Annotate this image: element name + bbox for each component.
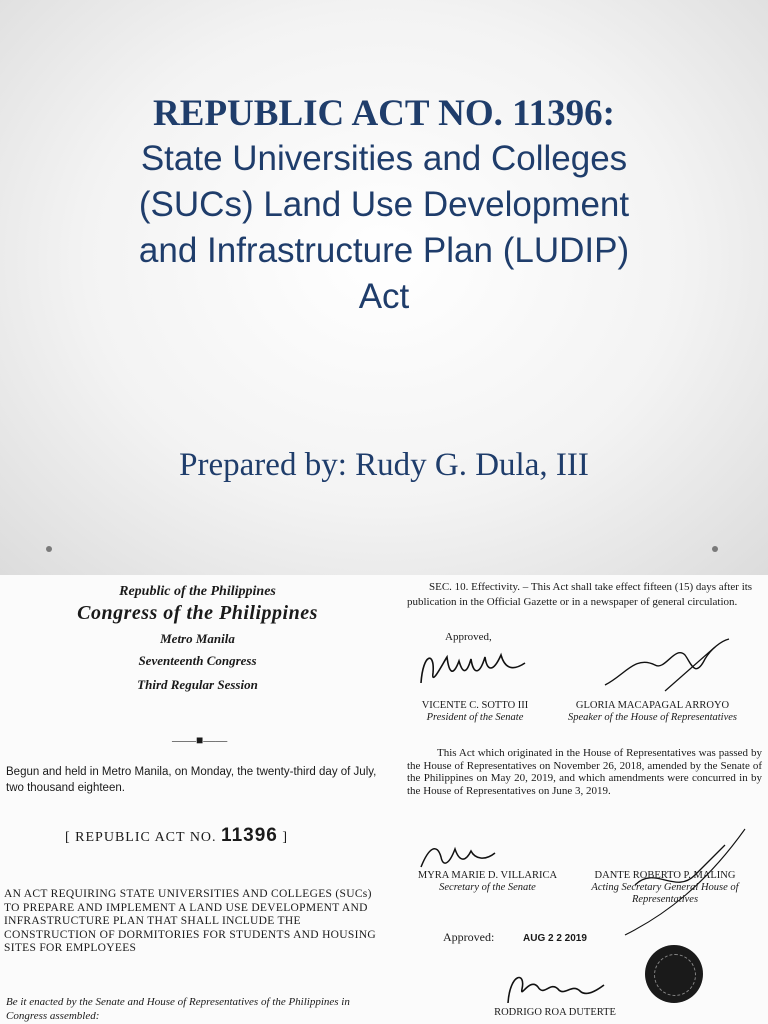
act-title: AN ACT REQUIRING STATE UNIVERSITIES AND COLLEGES (SUCs) TO PREPARE AND IMPLEMENT A LAND USE DEVELOPMENT AND INFRASTRUCTURE PLAN THAT SHALL INCLUDE THE CONSTRUCTION OF DORMITORIES FOR STUDENTS AND HOUSING SITES FOR EMPLOYEES — [4, 888, 376, 954]
signatory-name: GLORIA MACAPAGAL ARROYO — [575, 700, 730, 711]
bullet-dot-left — [46, 546, 52, 552]
title-line: State Universities and Colleges — [140, 139, 628, 178]
title-line: and Infrastructure Plan (LUDIP) — [138, 231, 630, 270]
header-regular-session: Third Regular Session — [137, 677, 258, 692]
ra-prefix: [ REPUBLIC ACT NO. — [65, 830, 222, 845]
origin-paragraph: This Act which originated in the House of Representatives was passed by the House of Representatives on November 26, 2018, amended by the Senate of the Philippines on May 20, 2019, and which amendments were concurred in by the House of Representatives on June 3, 2019. — [407, 747, 762, 797]
scanned-document — [0, 575, 768, 1024]
signatory-role: President of the Senate — [426, 712, 524, 723]
enacting-clause: Be it enacted by the Senate and House of Representatives of the Philippines in Congress assembled: — [6, 996, 350, 1022]
document-left-column — [0, 575, 395, 1024]
title-line: (SUCs) Land Use Development — [138, 185, 630, 224]
begun-paragraph: Begun and held in Metro Manila, on Monday, the twenty-third day of July, two thousand eighteen. — [6, 766, 377, 794]
signature-arroyo — [595, 635, 735, 695]
title-line: Act — [358, 277, 410, 316]
title-republic-act: REPUBLIC ACT NO. 11396: — [153, 93, 615, 134]
ra-suffix: ] — [277, 830, 289, 845]
signatory-house-secretary-general — [565, 870, 765, 906]
signature-sotto — [413, 643, 533, 693]
bullet-dot-right — [712, 546, 718, 552]
signatory-president — [455, 1007, 655, 1019]
signatory-senate-president — [395, 700, 555, 724]
signatory-house-speaker — [550, 700, 755, 724]
signatory-name: RODRIGO ROA DUTERTE — [494, 1007, 616, 1018]
signatory-name: VICENTE C. SOTTO III — [421, 700, 529, 711]
header-republic: Republic of the Philippines — [119, 584, 276, 599]
signatory-name: MYRA MARIE D. VILLARICA — [417, 870, 558, 881]
signatory-senate-secretary — [405, 870, 570, 894]
header-congress: Congress of the Philippines — [77, 602, 318, 624]
section-10-effectivity: SEC. 10. Effectivity. – This Act shall take effect fifteen (15) days after its publication in the Official Gazette or in a newspaper of general circulation. — [407, 581, 753, 608]
signatory-role: Acting Secretary General House of Representatives — [591, 882, 739, 905]
signatory-role: Secretary of the Senate — [439, 882, 536, 893]
presidential-seal-icon — [645, 945, 703, 1003]
signatory-role: Speaker of the House of Representatives — [567, 712, 738, 723]
ornament-divider: ——■—— — [172, 733, 228, 747]
header-seventeenth-congress: Seventeenth Congress — [138, 653, 257, 668]
approved-label: Approved, — [445, 631, 492, 643]
republic-act-number — [65, 825, 288, 847]
ra-number: 11396 — [221, 825, 278, 846]
header-metro-manila: Metro Manila — [160, 631, 235, 646]
approval-date-stamp: AUG 2 2 2019 — [523, 933, 587, 944]
slide-title — [0, 92, 768, 320]
signature-duterte — [500, 967, 610, 1011]
prepared-by: Prepared by: Rudy G. Dula, III — [179, 447, 589, 483]
approved-label-2: Approved: — [443, 930, 495, 944]
document-right-column — [395, 575, 768, 1024]
signatory-name: DANTE ROBERTO P. MALING — [594, 870, 736, 881]
